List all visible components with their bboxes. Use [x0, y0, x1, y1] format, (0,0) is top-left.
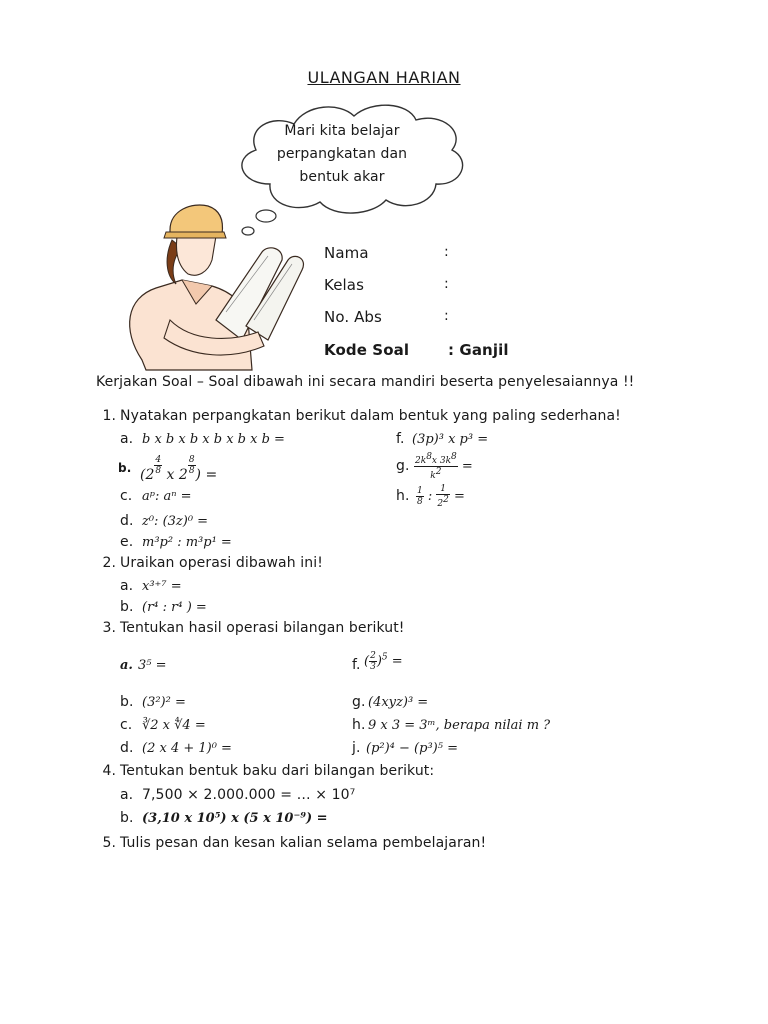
- item-label: g.: [352, 694, 366, 710]
- item-label: a.: [120, 431, 134, 447]
- question-number: 2.: [102, 555, 116, 571]
- question-text: Tentukan bentuk baku dari bilangan berikut:: [120, 763, 435, 779]
- q3-h: 9 x 3 = 3ᵐ, berapa nilai m ?: [368, 718, 551, 733]
- field-kelas-colon: :: [444, 276, 449, 292]
- question-text: Nyatakan perpangkatan berikut dalam bentuk yang paling sederhana!: [120, 408, 621, 424]
- item-label: a.: [120, 787, 134, 803]
- q1-b: (2 $^{\frac{4}{8}}$ x 2 $^{\frac{8}{8}}$ ) =: [140, 455, 218, 483]
- thought-text: Mari kita belajar perpangkatan dan bentuk akar: [276, 123, 408, 185]
- q1-c: aᵖ: aⁿ =: [142, 489, 192, 504]
- q3-f: ( $\frac{2}{3}$ )$^5$ =: [364, 651, 403, 672]
- field-kode-value: : Ganjil: [448, 341, 509, 359]
- q3-g: (4xyz)³ =: [368, 695, 429, 710]
- question-number: 5.: [102, 835, 116, 851]
- field-noabs-colon: :: [444, 308, 449, 324]
- q3-a: 3⁵ =: [138, 658, 167, 673]
- item-label: b.: [120, 599, 134, 615]
- field-kode-label: Kode Soal: [324, 341, 410, 359]
- q2-a: x³⁺⁷ =: [142, 579, 182, 594]
- q3-c: ∛2 x ∜4 =: [142, 718, 206, 733]
- item-label: j.: [352, 740, 361, 756]
- question-number: 4.: [102, 763, 116, 779]
- q3-d: (2 x 4 + 1)⁰ =: [142, 741, 232, 756]
- q1-g: $\frac{2k^8x 3k^8}{k^2}$ =: [415, 452, 473, 481]
- item-label: g.: [396, 458, 410, 474]
- item-label: b.: [120, 694, 134, 710]
- item-label: b.: [120, 810, 134, 826]
- field-nama-label: Nama: [324, 244, 369, 262]
- question-text: Tulis pesan dan kesan kalian selama pembelajaran!: [120, 835, 487, 851]
- q1-e: m³p² : m³p¹ =: [142, 535, 232, 550]
- q3-b: (3²)² =: [142, 695, 186, 710]
- item-label: b.: [118, 461, 132, 475]
- item-label: f.: [352, 657, 361, 673]
- item-label: f.: [396, 431, 405, 447]
- question-text: Tentukan hasil operasi bilangan berikut!: [120, 620, 405, 636]
- question-number: 1.: [102, 408, 116, 424]
- q1-f: (3p)³ x p³ =: [412, 432, 489, 447]
- q1-d: z⁰: (3z)⁰ =: [142, 514, 209, 529]
- item-label: h.: [396, 488, 410, 504]
- q4-b: (3,10 x 10⁵) x (5 x 10⁻⁹) =: [142, 811, 328, 826]
- item-label: a.: [120, 658, 133, 673]
- question-text: Uraikan operasi dibawah ini!: [120, 555, 323, 571]
- instructions: Kerjakan Soal – Soal dibawah ini secara mandiri beserta penyelesaiannya !!: [96, 374, 635, 390]
- student-illustration: [112, 200, 312, 380]
- field-nama-colon: :: [444, 244, 449, 260]
- item-label: c.: [120, 717, 133, 733]
- item-label: e.: [120, 534, 134, 550]
- item-label: d.: [120, 513, 134, 529]
- q3-j: (p²)⁴ − (p³)⁵ =: [366, 741, 458, 756]
- field-noabs-label: No. Abs: [324, 308, 382, 326]
- item-label: a.: [120, 578, 134, 594]
- field-kelas-label: Kelas: [324, 276, 364, 294]
- item-label: h.: [352, 717, 366, 733]
- page-title: ULANGAN HARIAN: [307, 68, 461, 87]
- q2-b: (r⁴ : r⁴ ) =: [142, 600, 207, 615]
- item-label: c.: [120, 488, 133, 504]
- q1-a: b x b x b x b x b x b =: [142, 432, 285, 447]
- question-number: 3.: [102, 620, 116, 636]
- q1-h: $\frac{1}{8}$ : $\frac{1}{2^2}$ =: [417, 484, 465, 509]
- q4-a: 7,500 × 2.000.000 = … × 10⁷: [142, 787, 356, 803]
- item-label: d.: [120, 740, 134, 756]
